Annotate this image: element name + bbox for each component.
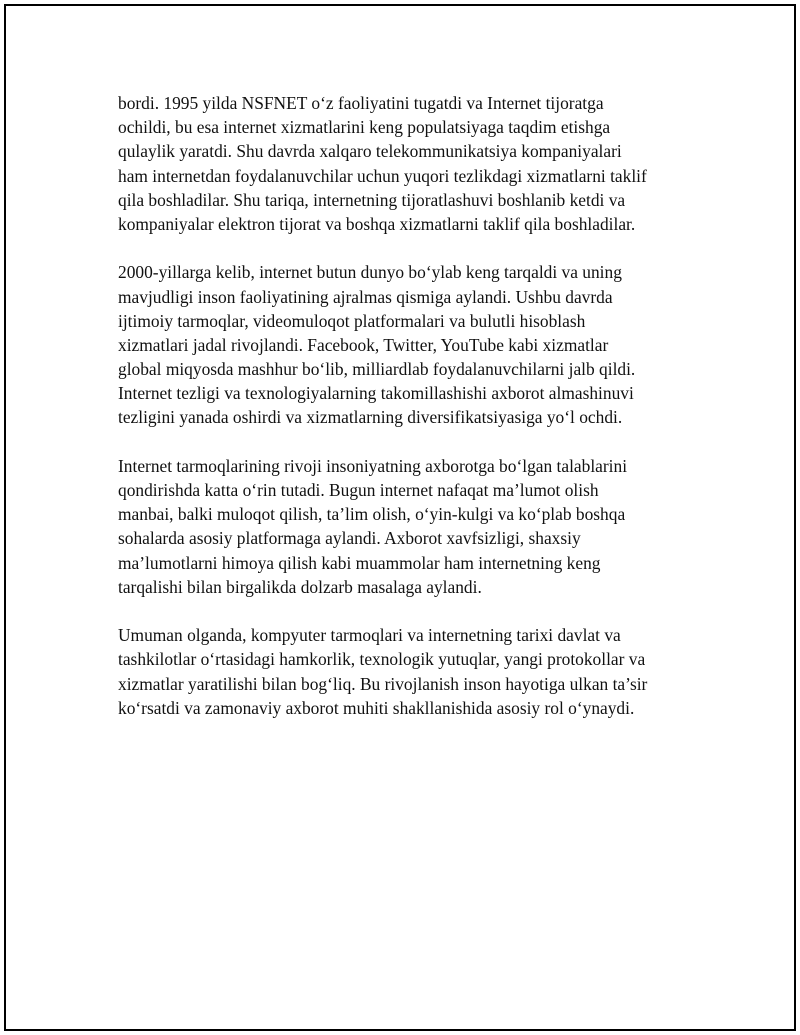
text-line: ko‘rsatdi va zamonaviy axborot muhiti shakllanishida asosiy rol o‘ynaydi. (118, 697, 635, 718)
text-line: ijtimoiy tarmoqlar, videomuloqot platformalari va bulutli hisoblash (118, 310, 586, 331)
paragraph (118, 260, 693, 429)
text-line: kompaniyalar elektron tijorat va boshqa xizmatlarni taklif qila boshladilar. (118, 213, 636, 234)
text-line: Internet tarmoqlarining rivoji insoniyatning axborotga bo‘lgan talablarini (118, 455, 628, 476)
text-line: ham internetdan foydalanuvchilar uchun yuqori tezlikdagi xizmatlarni taklif (118, 165, 647, 186)
text-line: ochildi, bu esa internet xizmatlarini keng populatsiyaga taqdim etishga (118, 117, 611, 138)
text-line: qondirishda katta o‘rin tutadi. Bugun internet nafaqat ma’lumot olish (118, 480, 599, 500)
paragraph (118, 623, 693, 720)
text-line: sohalarda asosiy platformaga aylandi. Axborot xavfsizligi, shaxsiy (118, 528, 581, 549)
paragraph (118, 91, 693, 236)
document-body (118, 91, 693, 744)
text-line: tashkilotlar o‘rtasidagi hamkorlik, texnologik yutuqlar, yangi protokollar va (118, 649, 646, 670)
text-line: xizmatlar yaratilishi bilan bog‘liq. Bu rivojlanish inson hayotiga ulkan ta’sir (118, 673, 648, 694)
text-line: mavjudligi inson faoliyatining ajralmas qismiga aylandi. Ushbu davrda (118, 286, 613, 307)
text-line: ma’lumotlarni himoya qilish kabi muammolar ham internetning keng (118, 552, 601, 573)
text-line: xizmatlari jadal rivojlandi. Facebook, Twitter, YouTube kabi xizmatlar (118, 334, 609, 355)
text-line: bordi. 1995 yilda NSFNET o‘z faoliyatini tugatdi va Internet tijoratga (118, 93, 604, 113)
text-line: 2000-yillarga kelib, internet butun dunyo bo‘ylab keng tarqaldi va uning (118, 262, 622, 283)
text-line: Umuman olganda, kompyuter tarmoqlari va internetning tarixi davlat va (118, 625, 621, 646)
text-line: tarqalishi bilan birgalikda dolzarb masalaga aylandi. (118, 576, 482, 597)
paragraph (118, 454, 693, 599)
text-line: manbai, balki muloqot qilish, ta’lim olish, o‘yin-kulgi va ko‘plab boshqa (118, 504, 626, 525)
text-line: Internet tezligi va texnologiyalarning takomillashishi axborot almashinuvi (118, 383, 634, 404)
text-line: qulaylik yaratdi. Shu davrda xalqaro telekommunikatsiya kompaniyalari (118, 141, 622, 162)
text-line: global miqyosda mashhur bo‘lib, milliardlab foydalanuvchilarni jalb qildi. (118, 359, 636, 380)
text-line: tezligini yanada oshirdi va xizmatlarning diversifikatsiyasiga yo‘l ochdi. (118, 407, 623, 428)
text-line: qila boshladilar. Shu tariqa, internetning tijoratlashuvi boshlanib ketdi va (118, 189, 626, 210)
